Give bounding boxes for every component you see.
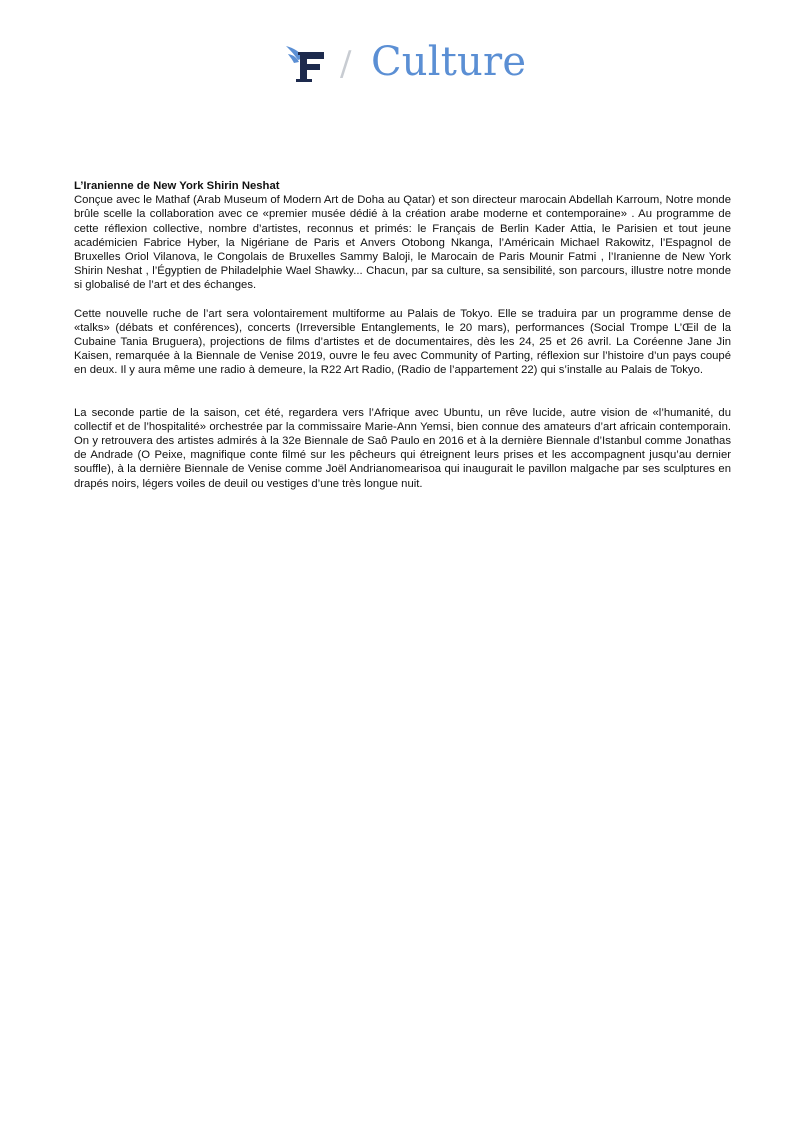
page-header bbox=[0, 40, 800, 88]
section-title[interactable]: Culture bbox=[371, 39, 527, 85]
header-separator: / bbox=[340, 44, 352, 84]
paragraph-spacer bbox=[74, 293, 731, 307]
article-body bbox=[74, 179, 731, 491]
article-heading: L’Iranienne de New York Shirin Neshat bbox=[74, 180, 280, 192]
paragraph-spacer bbox=[74, 378, 731, 406]
article-paragraph-3: La seconde partie de la saison, cet été, regardera vers l’Afrique avec Ubuntu, un rêve lucide, autre vision de «l’humanité, du collectif et de l’hospitalité» orchestrée par la commissaire Marie-Ann Yemsi, bien connue des amateurs d’art africain contemporain. On y retrouvera des artistes admirés à la 32e Biennale de Saô Paulo en 2016 et à la dernière Biennale d’Istanbul comme Jonathas de Andrade (O Peixe, magnifique conte filmé sur les pêcheurs qui étreignent leurs prises et les accompagnent jusqu’au dernier souffle), à la dernière Biennale de Venise comme Joël Andrianomearisoa qui inaugurait le pavillon malgache par ses sculptures en drapés noirs, légers voiles de deuil ou vestiges d’une très longue nuit. bbox=[74, 406, 731, 490]
le-figaro-logo-icon[interactable] bbox=[284, 42, 326, 82]
article-paragraph-2: Cette nouvelle ruche de l’art sera volontairement multiforme au Palais de Tokyo. Elle se traduira par un programme dense de «talks» (débats et conférences), concerts (Irreversible Entanglements, le 20 mars), performances (Social Trompe L’Œil de la Cubaine Tania Bruguera), projections de films d’artistes et de documentaires, dès les 24, 25 et 26 avril. La Coréenne Jane Jin Kaisen, remarquée à la Biennale de Venise 2019, ouvre le feu avec Community of Parting, réflexion sur l’histoire d’un pays coupé en deux. Il y aura même une radio à demeure, la R22 Art Radio, (Radio de l’appartement 22) qui s’installe au Palais de Tokyo. bbox=[74, 307, 731, 377]
article-paragraph-1: Conçue avec le Mathaf (Arab Museum of Modern Art de Doha au Qatar) et son directeur marocain Abdellah Karroum, Notre monde brûle scelle la collaboration avec ce «premier musée dédié à la création arabe moderne et contemporaine» . Au programme de cette réflexion collective, nombre d’artistes, reconnus et primés: le Français de Berlin Kader Attia, le Parisien et tout jeune académicien Fabrice Hyber, la Nigériane de Paris et Anvers Otobong Nkanga, l’Américain Michael Rakowitz, l’Espagnol de Bruxelles Oriol Vilanova, le Congolais de Bruxelles Sammy Baloji, le Marocain de Paris Mounir Fatmi , l’Iranienne de New York Shirin Neshat , l’Égyptien de Philadelphie Wael Shawky... Chacun, par sa culture, sa sensibilité, son parcours, illustre notre monde si globalisé de l’art et des échanges. bbox=[74, 194, 731, 292]
